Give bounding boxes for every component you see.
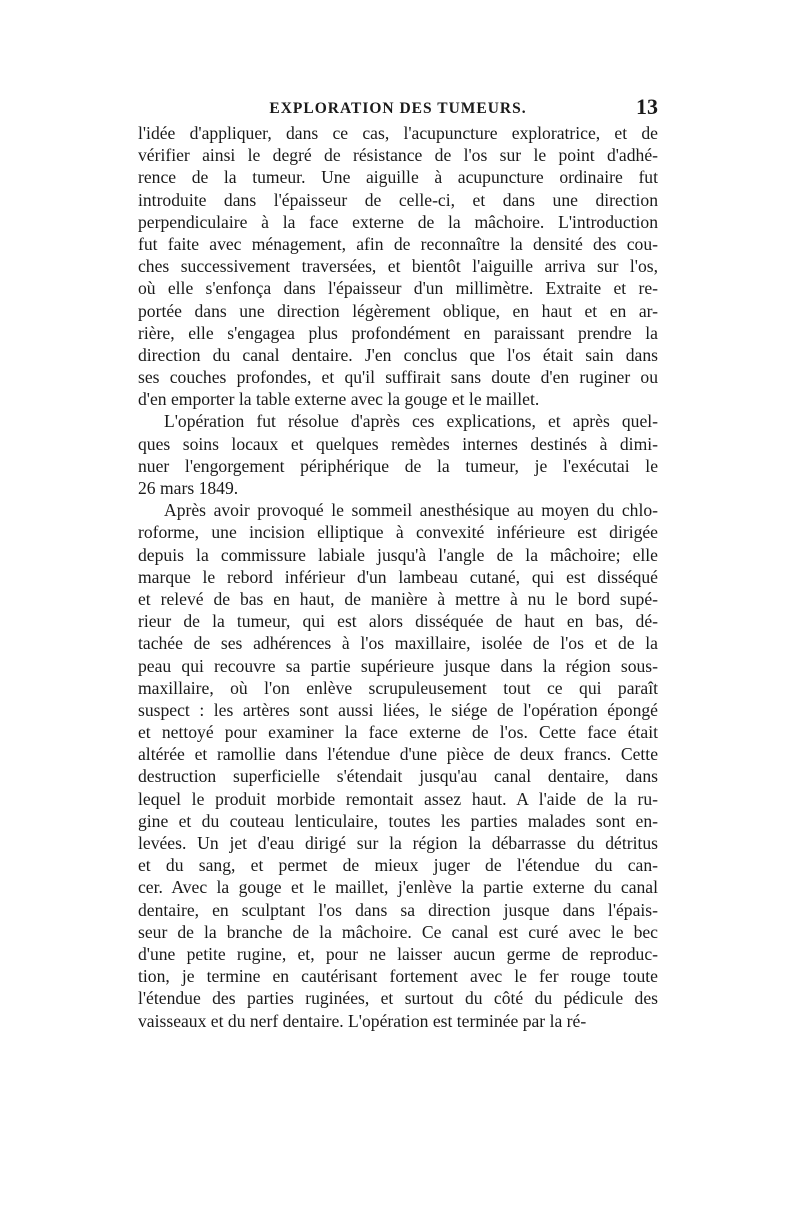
text-line: seur de la branche de la mâchoire. Ce canal est curé avec le bec xyxy=(138,921,658,942)
text-line: Après avoir provoqué le sommeil anesthésique au moyen du chlo- xyxy=(164,500,658,521)
text-line: dentaire, en sculptant l'os dans sa direction jusque dans l'épais- xyxy=(138,899,658,920)
text-line: direction du canal dentaire. J'en conclus que l'os était sain dans xyxy=(138,344,658,365)
text-line: et relevé de bas en haut, de manière à mettre à nu le bord supé- xyxy=(138,588,658,609)
text-line: maxillaire, où l'on enlève scrupuleusement tout ce qui paraît xyxy=(138,677,658,698)
text-line: portée dans une direction légèrement oblique, en haut et en ar- xyxy=(138,300,658,321)
text-line: ches successivement traversées, et bientôt l'aiguille arriva sur l'os, xyxy=(138,256,658,277)
text-line: depuis la commissure labiale jusqu'à l'angle de la mâchoire; elle xyxy=(138,544,658,565)
text-line: l'idée d'appliquer, dans ce cas, l'acupuncture exploratrice, et de xyxy=(138,123,658,143)
text-line: suspect : les artères sont aussi liées, le siége de l'opération épongé xyxy=(138,699,658,720)
text-line: L'opération fut résolue d'après ces explications, et après quel- xyxy=(164,411,658,432)
text-line: ques soins locaux et quelques remèdes internes destinés à dimi- xyxy=(138,433,658,454)
text-line: rière, elle s'engagea plus profondément en paraissant prendre la xyxy=(138,322,658,343)
text-line: altérée et ramollie dans l'étendue d'une pièce de deux francs. Cette xyxy=(138,744,658,765)
text-line: rieur de la tumeur, qui est alors disséquée de haut en bas, dé- xyxy=(138,611,658,632)
text-line: vérifier ainsi le degré de résistance de l'os sur le point d'adhé- xyxy=(138,145,658,166)
text-line: marque le rebord inférieur d'un lambeau cutané, qui est disséqué xyxy=(138,566,658,587)
page-number: 13 xyxy=(636,94,658,119)
book-page xyxy=(138,92,658,1032)
text-line: d'en emporter la table externe avec la gouge et le maillet. xyxy=(138,389,540,410)
running-head xyxy=(138,92,658,122)
text-line: d'une petite rugine, et, pour ne laisser aucun germe de reproduc- xyxy=(138,943,658,964)
text-line: tachée de ses adhérences à l'os maxillaire, isolée de l'os et de la xyxy=(138,633,658,654)
text-line: roforme, une incision elliptique à convexité inférieure est dirigée xyxy=(138,522,658,543)
text-line: cer. Avec la gouge et le maillet, j'enlève la partie externe du canal xyxy=(138,877,658,898)
paragraph xyxy=(138,122,658,410)
text-line: levées. Un jet d'eau dirigé sur la région la débarrasse du détritus xyxy=(138,833,658,853)
text-line: peau qui recouvre sa partie supérieure jusque dans la région sous- xyxy=(138,655,658,676)
text-line: l'étendue des parties ruginées, et surtout du côté du pédicule des xyxy=(138,988,658,1009)
text-line: et du sang, et permet de mieux juger de l'étendue du can- xyxy=(138,855,658,876)
running-title: EXPLORATION DES TUMEURS. xyxy=(269,100,527,117)
paragraph xyxy=(138,410,658,499)
body-text xyxy=(138,122,658,1032)
text-line: gine et du couteau lenticulaire, toutes les parties malades sont en- xyxy=(138,810,658,831)
text-line: et nettoyé pour examiner la face externe de l'os. Cette face était xyxy=(138,722,658,743)
text-line: où elle s'enfonça dans l'épaisseur d'un millimètre. Extraite et re- xyxy=(138,278,658,299)
text-line: vaisseaux et du nerf dentaire. L'opération est terminée par la ré- xyxy=(138,1010,587,1031)
text-line: rence de la tumeur. Une aiguille à acupuncture ordinaire fut xyxy=(138,167,658,188)
text-line: 26 mars 1849. xyxy=(138,478,239,498)
text-line: fut faite avec ménagement, afin de reconnaître la densité des cou- xyxy=(138,233,658,254)
text-line: lequel le produit morbide remontait assez haut. A l'aide de la ru- xyxy=(138,788,658,809)
text-line: ses couches profondes, et qu'il suffirait sans doute d'en ruginer ou xyxy=(138,367,658,388)
text-line: nuer l'engorgement périphérique de la tumeur, je l'exécutai le xyxy=(138,455,658,476)
text-line: destruction superficielle s'étendait jusqu'au canal dentaire, dans xyxy=(138,766,658,787)
paragraph xyxy=(138,499,658,1032)
text-line: tion, je termine en cautérisant fortement avec le fer rouge toute xyxy=(138,966,658,987)
text-line: perpendiculaire à la face externe de la mâchoire. L'introduction xyxy=(138,211,658,232)
text-line: introduite dans l'épaisseur de celle-ci, et dans une direction xyxy=(138,189,658,210)
